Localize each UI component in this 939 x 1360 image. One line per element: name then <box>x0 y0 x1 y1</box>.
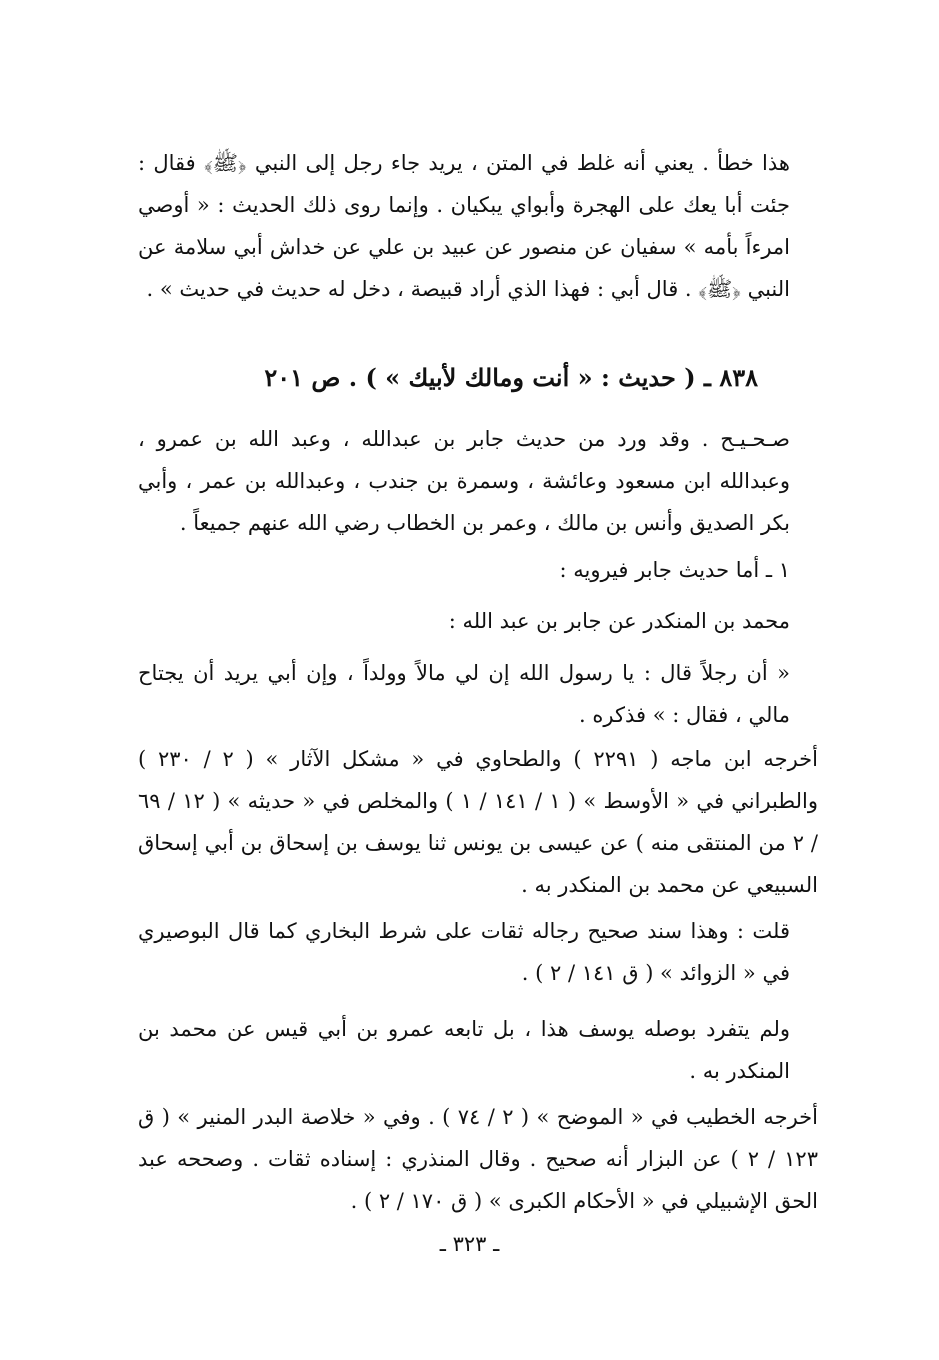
paragraph-takhrij-2 <box>138 1096 818 1222</box>
paragraph-takhrij-1 <box>138 738 818 906</box>
paragraph-3-text: ١ ـ أما حديث جابر فيرويه : <box>559 558 790 582</box>
paragraph-4-text: محمد بن المنكدر عن جابر بن عبد الله : <box>448 609 790 633</box>
paragraph-2-text: صـحـيـح . وقد ورد من حديث جابر بن عبدالله ، وعبد الله بن عمرو ، وعبدالله ابن مسعود وعائشة ، وسمرة بن جندب ، وعبدالله بن عمر ، وأبي بكر الصديق وأنس بن مالك ، وعمر بن الخطاب رضي الله عنهم جميعاً . <box>138 427 790 535</box>
paragraph-sahih-narrators <box>138 418 818 544</box>
paragraph-hadith-matn <box>138 652 818 736</box>
paragraph-isnad <box>138 600 818 642</box>
paragraph-7-text: قلت : وهذا سند صحيح رجاله ثقات على شرط البخاري كما قال البوصيري في « الزوائد » ( ق ١٤١ / ٢ ) . <box>138 919 790 985</box>
paragraph-1-text: هذا خطأ . يعني أنه غلط في المتن ، يريد جاء رجل إلى النبي ﴿ﷺ﴾ فقال : جئت أبا يعك على الهجرة وأبواي يبكيان . وإنما روى ذلك الحديث : « أوصي امرءاً بأمه » سفيان عن منصور عن عبيد بن علي عن خداش أبي سلامة عن النبي ﴿ﷺ﴾ . قال أبي : فهذا الذي أراد قبيصة ، دخل له حديث في حديث » . <box>138 151 790 301</box>
paragraph-5-text: « أن رجلاً قال : يا رسول الله إن لي مالاً وولداً ، وإن أبي يريد أن يجتاح مالي ، فقال : » فذكره . <box>138 661 790 727</box>
paragraph-8-text: ولم يتفرد بوصله يوسف هذا ، بل تابعه عمرو بن أبي قيس عن محمد بن المنكدر به . <box>138 1017 790 1083</box>
paragraph-9-text: أخرجه الخطيب في « الموضح » ( ٢ / ٧٤ ) . وفي « خلاصة البدر المنير » ( ق ١٢٣ / ٢ ) عن البزار أنه صحيح . وقال المنذري : إسناده ثقات . وصححه عبد الحق الإشبيلي في « الأحكام الكبرى » ( ق ١٧٠ / ٢ ) . <box>138 1105 818 1213</box>
paragraph-mutaba <box>138 1008 818 1092</box>
paragraph-hadith-error-note <box>138 142 818 310</box>
page-number: ـ ٣٢٣ ـ <box>439 1232 500 1256</box>
paragraph-6-text: أخرجه ابن ماجه ( ٢٢٩١ ) والطحاوي في « مشكل الآثار » ( ٢ / ٢٣٠ ) والطبراني في « الأوسط » ( ١ / ١٤١ / ١ ) والمخلص في « حديثه » ( ١٢ / ٦٩ / ٢ من المنتقى منه ) عن عيسى بن يونس ثنا يوسف بن إسحاق بن أبي إسحاق السبيعي عن محمد بن المنكدر به . <box>138 747 818 897</box>
hadith-838-heading: ٨٣٨ ـ ( حديث : « أنت ومالك لأبيك » ) . ص ٢٠١ <box>264 363 758 392</box>
paragraph-grading <box>138 910 818 994</box>
paragraph-jabir-intro <box>138 549 818 591</box>
